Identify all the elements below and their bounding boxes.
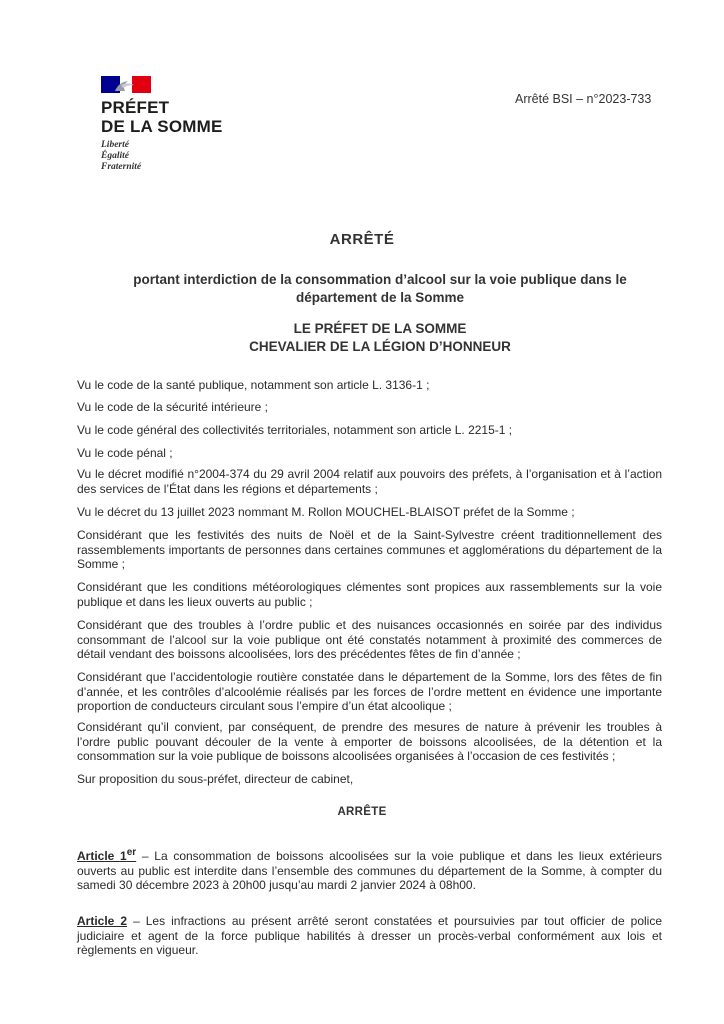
- visa-5: Vu le décret modifié n°2004-374 du 29 avril 2004 relatif aux pouvoirs des préfets, à l’organisation et à l’action des services de l’État dans les régions et départements ;: [77, 467, 662, 496]
- proposal-line: Sur proposition du sous-préfet, directeur de cabinet,: [77, 772, 354, 786]
- prefect-heading: [100, 320, 660, 356]
- document-subtitle: portant interdiction de la consommation d’alcool sur la voie publique dans le département de la Somme: [133, 272, 627, 305]
- visa-1: Vu le code de la santé publique, notamment son article L. 3136-1 ;: [77, 378, 430, 392]
- consideration-1: Considérant que les festivités des nuits de Noël et de la Saint-Sylvestre créent traditionnellement des rassemblements importants de personnes dans certaines communes et agglomérations du département de la Somme ;: [77, 528, 662, 571]
- visa-4: Vu le code pénal ;: [77, 446, 173, 460]
- article-2-text: – Les infractions au présent arrêté seront constatées et poursuivies par tout officier de police judiciaire et agent de la force publique habilités à dresser un procès-verbal conformément aux lois et règlements en vigueur.: [77, 914, 662, 957]
- consideration-5: Considérant qu’il convient, par conséquent, de prendre des mesures de nature à prévenir les troubles à l’ordre public pouvant découler de la vente à emporter de boissons alcoolisées, de la détention et la consommation sur la voie publique de boissons alcoolisées organisées à l’occasion de ces festivités ;: [77, 720, 662, 763]
- document-title: ARRÊTÉ: [329, 231, 395, 248]
- motto-liberte: Liberté: [101, 140, 129, 150]
- logo-title-line2: DE LA SOMME: [101, 117, 223, 136]
- article-1-label-main: Article 1: [77, 849, 127, 863]
- decision-heading: ARRÊTE: [337, 806, 387, 818]
- decree-reference: Arrêté BSI – n°2023-733: [515, 92, 652, 106]
- visa-2: Vu le code de la sécurité intérieure ;: [77, 400, 268, 414]
- motto-egalite: Égalité: [101, 151, 129, 161]
- logo-title-line1: PRÉFET: [101, 98, 170, 117]
- article-1-text: – La consommation de boissons alcoolisées sur la voie publique et dans les lieux extérieurs ouverts au public est interdite dans l’ensemble des communes du département de la Somme, à compter du samedi 30 décembre 2023 à 20h00 jusqu’au mardi 2 janvier 2024 à 08h00.: [77, 849, 663, 892]
- republic-motto: [101, 140, 141, 173]
- consideration-4: Considérant que l’accidentologie routière constatée dans le département de la Somme, lors des fêtes de fin d’année, et les contrôles d’alcoolémie réalisés par les forces de l’ordre mettent en évidence une importante proportion de conducteurs circulant sous l’empire d’un état alcoolique ;: [77, 670, 662, 713]
- motto-fraternite: Fraternité: [101, 162, 142, 172]
- consideration-2: Considérant que les conditions météorologiques clémentes sont propices aux rassemblements sur la voie publique et dans les lieux ouverts au public ;: [77, 580, 662, 609]
- visa-3: Vu le code général des collectivités territoriales, notamment son article L. 2215-1 ;: [77, 423, 513, 437]
- consideration-3: Considérant que des troubles à l’ordre public et des nuisances occasionnés en soirée par des individus consommant de l’alcool sur la voie publique ont été constatés notamment à proximité des commerces de détail vendant des boissons alcoolisées, lors des précédentes fêtes de fin d’année ;: [77, 618, 662, 661]
- article-1-label: [77, 849, 136, 863]
- article-2-label: Article 2: [77, 914, 128, 928]
- article-1: [77, 846, 662, 893]
- prefect-line1: LE PRÉFET DE LA SOMME: [293, 321, 467, 336]
- prefect-line2: CHEVALIER DE LA LÉGION D’HONNEUR: [249, 339, 511, 354]
- article-1-label-sup: er: [126, 847, 137, 858]
- visa-6: Vu le décret du 13 juillet 2023 nommant M. Rollon MOUCHEL-BLAISOT préfet de la Somme ;: [77, 505, 575, 519]
- marianne-logo-icon: [101, 76, 151, 93]
- logo-title: [101, 98, 223, 136]
- article-2: [77, 914, 662, 958]
